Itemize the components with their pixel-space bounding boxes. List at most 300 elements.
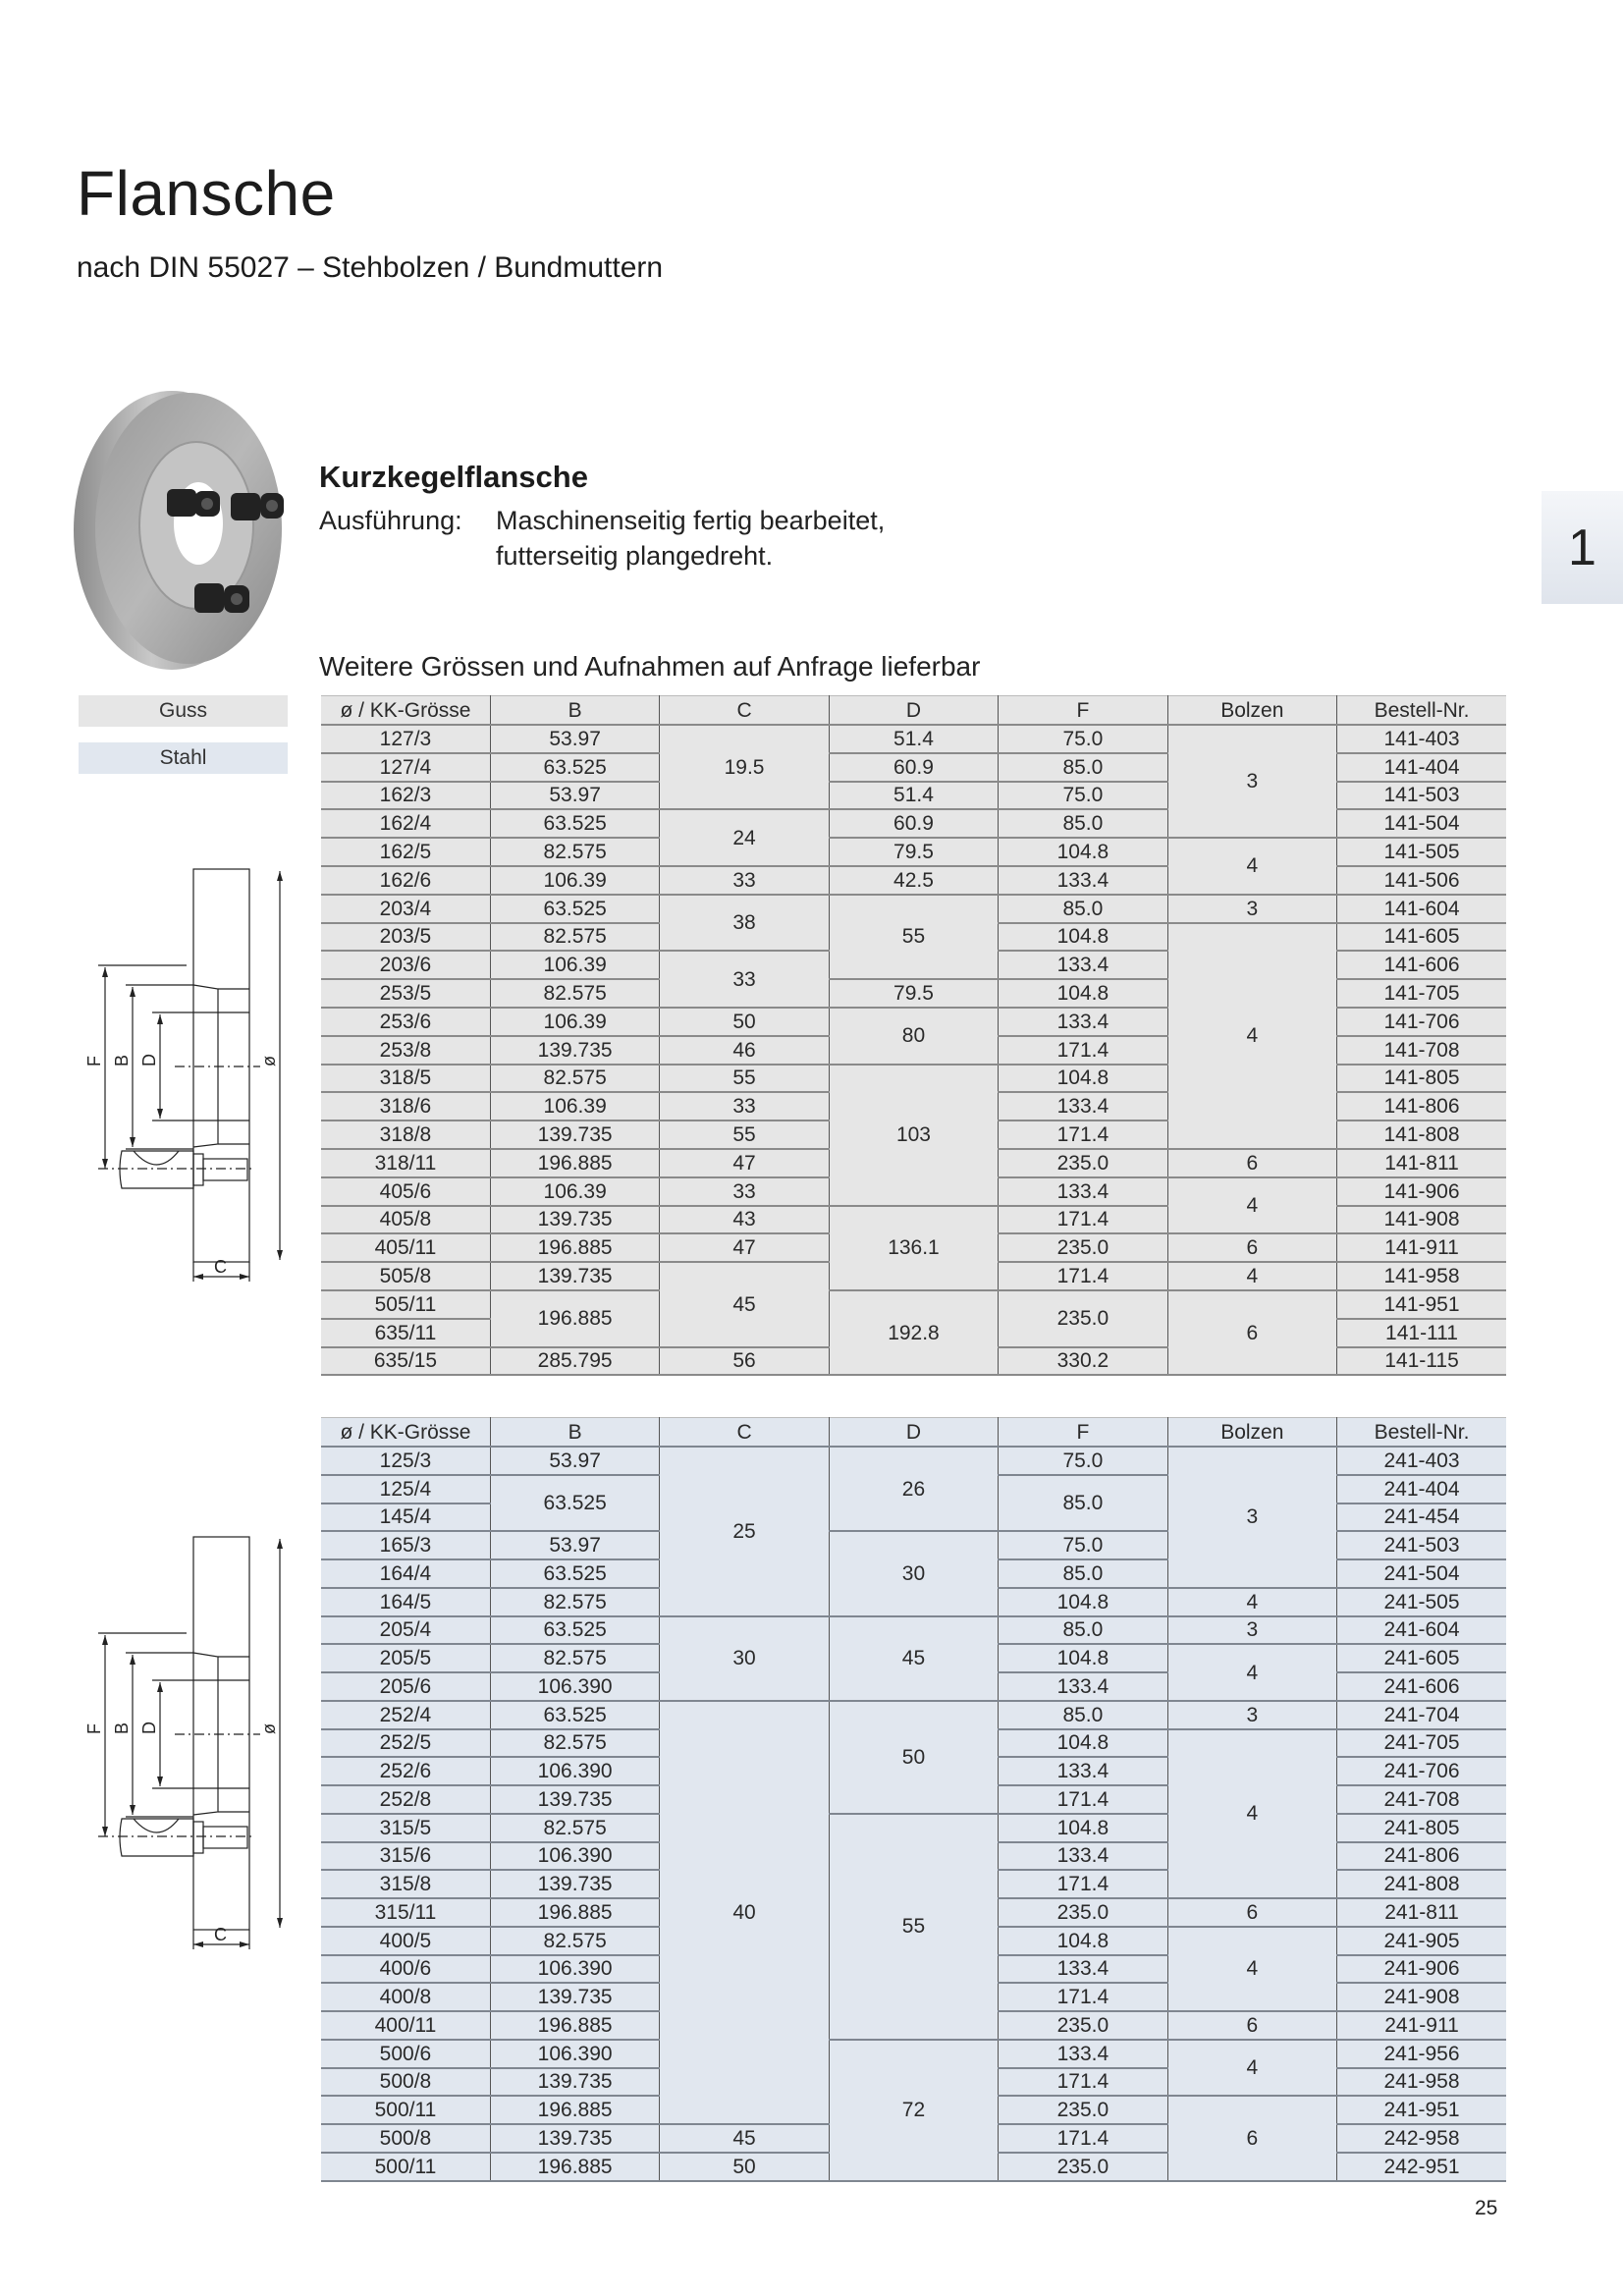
legend-guss: [79, 695, 288, 727]
cell-bestell-nr: 241-806: [1337, 1842, 1506, 1871]
cell-size: 164/4: [321, 1559, 490, 1588]
cell-bestell-nr: 141-504: [1337, 809, 1506, 838]
cell-b: 82.575: [490, 1927, 659, 1955]
cell-bolzen: 6: [1167, 1898, 1336, 1927]
column-header-bolzen: Bolzen: [1167, 696, 1336, 726]
cell-size: 205/5: [321, 1644, 490, 1672]
cell-bestell-nr: 241-704: [1337, 1701, 1506, 1729]
cell-bolzen: 6: [1167, 1233, 1336, 1262]
cell-b: 82.575: [490, 979, 659, 1008]
cell-bestell-nr: 241-454: [1337, 1503, 1506, 1532]
cell-bestell-nr: 141-604: [1337, 895, 1506, 923]
cell-b: 82.575: [490, 1065, 659, 1093]
cell-bestell-nr: 241-604: [1337, 1616, 1506, 1645]
cell-f: 85.0: [999, 1559, 1167, 1588]
cell-b: 106.390: [490, 2040, 659, 2068]
cell-bestell-nr: 241-911: [1337, 2011, 1506, 2040]
cell-c: 25: [660, 1447, 829, 1616]
cell-f: 133.4: [999, 1955, 1167, 1984]
cell-bestell-nr: 141-606: [1337, 951, 1506, 979]
cell-f: 85.0: [999, 1701, 1167, 1729]
table-row: [321, 725, 1506, 753]
cell-bestell-nr: 141-908: [1337, 1206, 1506, 1234]
table-row: [321, 1616, 1506, 1645]
cell-size: 253/8: [321, 1036, 490, 1065]
cell-d: 42.5: [829, 866, 998, 895]
cell-size: 162/5: [321, 838, 490, 866]
cell-f: 133.4: [999, 951, 1167, 979]
legend-label: Stahl: [159, 746, 207, 769]
cell-f: 133.4: [999, 1672, 1167, 1701]
cell-c: 50: [660, 1008, 829, 1036]
cell-d: 51.4: [829, 782, 998, 810]
cell-bolzen: 4: [1167, 1927, 1336, 2011]
cell-f: 171.4: [999, 2068, 1167, 2097]
cell-c: 33: [660, 951, 829, 1008]
cell-b: 106.39: [490, 1177, 659, 1206]
cell-size: 162/6: [321, 866, 490, 895]
cell-b: 106.390: [490, 1672, 659, 1701]
flange-technical-drawing-stahl: [59, 1512, 314, 1964]
cell-size: 500/8: [321, 2068, 490, 2097]
cell-f: 171.4: [999, 1262, 1167, 1290]
cell-b: 63.525: [490, 753, 659, 782]
cell-b: 139.735: [490, 1206, 659, 1234]
cell-b: 196.885: [490, 2096, 659, 2124]
cell-b: 139.735: [490, 1785, 659, 1814]
cell-size: 318/11: [321, 1149, 490, 1177]
cell-bestell-nr: 241-504: [1337, 1559, 1506, 1588]
cell-d: 79.5: [829, 838, 998, 866]
cell-c: 47: [660, 1233, 829, 1262]
cell-size: 500/11: [321, 2096, 490, 2124]
drawing-label-c: C: [214, 1925, 227, 1944]
page-number: 25: [1475, 2197, 1498, 2219]
cell-c: 33: [660, 1177, 829, 1206]
cell-b: 106.39: [490, 1092, 659, 1121]
cell-d: 30: [829, 1531, 998, 1615]
flange-product-image: [69, 383, 295, 673]
cell-bestell-nr: 141-404: [1337, 753, 1506, 782]
column-header-b: B: [490, 1418, 659, 1448]
cell-b: 106.390: [490, 1955, 659, 1984]
spec-table-stahl: [321, 1417, 1506, 2182]
cell-c: 33: [660, 1092, 829, 1121]
cell-size: 162/3: [321, 782, 490, 810]
table-row: [321, 1447, 1506, 1475]
cell-bestell-nr: 242-951: [1337, 2153, 1506, 2181]
cell-b: 139.735: [490, 2068, 659, 2097]
cell-c: 45: [660, 1262, 829, 1346]
cell-d: 45: [829, 1616, 998, 1701]
cell-size: 635/15: [321, 1347, 490, 1376]
cell-bolzen: 4: [1167, 1262, 1336, 1290]
column-header-b: B: [490, 696, 659, 726]
cell-c: 33: [660, 866, 829, 895]
cell-bolzen: 4: [1167, 1588, 1336, 1616]
cell-f: 235.0: [999, 2011, 1167, 2040]
cell-f: 235.0: [999, 1233, 1167, 1262]
drawing-label-diameter: ø: [259, 1056, 279, 1066]
column-header-f: F: [999, 696, 1167, 726]
cell-bolzen: 3: [1167, 895, 1336, 923]
cell-bestell-nr: 241-605: [1337, 1644, 1506, 1672]
flange-technical-drawing-guss: [59, 845, 314, 1296]
cell-b: 63.525: [490, 895, 659, 923]
cell-b: 196.885: [490, 1233, 659, 1262]
cell-b: 53.97: [490, 725, 659, 753]
cell-size: 500/8: [321, 2124, 490, 2153]
cell-f: 85.0: [999, 1616, 1167, 1645]
cell-d: 192.8: [829, 1290, 998, 1375]
cell-bestell-nr: 141-705: [1337, 979, 1506, 1008]
cell-size: 127/4: [321, 753, 490, 782]
column-header-f: F: [999, 1418, 1167, 1448]
cell-size: 252/4: [321, 1701, 490, 1729]
cell-b: 82.575: [490, 838, 659, 866]
cell-size: 205/6: [321, 1672, 490, 1701]
cell-bolzen: 3: [1167, 1701, 1336, 1729]
cell-bestell-nr: 241-811: [1337, 1898, 1506, 1927]
drawing-label-f: F: [84, 1723, 104, 1734]
cell-size: 315/6: [321, 1842, 490, 1871]
cell-bestell-nr: 241-905: [1337, 1927, 1506, 1955]
cell-b: 139.735: [490, 1121, 659, 1149]
cell-size: 162/4: [321, 809, 490, 838]
availability-note: Weitere Grössen und Aufnahmen auf Anfrage lieferbar: [319, 651, 981, 682]
cell-bestell-nr: 241-503: [1337, 1531, 1506, 1559]
cell-bestell-nr: 141-503: [1337, 782, 1506, 810]
cell-c: 46: [660, 1036, 829, 1065]
cell-bestell-nr: 141-605: [1337, 923, 1506, 952]
cell-d: 55: [829, 1814, 998, 2040]
cell-bestell-nr: 241-708: [1337, 1785, 1506, 1814]
cell-d: 51.4: [829, 725, 998, 753]
cell-c: 45: [660, 2124, 829, 2153]
cell-c: 24: [660, 809, 829, 866]
cell-bolzen: 4: [1167, 1644, 1336, 1701]
cell-bestell-nr: 241-805: [1337, 1814, 1506, 1842]
cell-f: 104.8: [999, 979, 1167, 1008]
column-header-d: D: [829, 696, 998, 726]
cell-size: 125/3: [321, 1447, 490, 1475]
cell-f: 104.8: [999, 1644, 1167, 1672]
description-line: Maschinenseitig fertig bearbeitet,: [496, 506, 886, 535]
cell-f: 171.4: [999, 1121, 1167, 1149]
cell-b: 285.795: [490, 1347, 659, 1376]
drawing-label-diameter: ø: [259, 1723, 279, 1734]
cell-bestell-nr: 241-505: [1337, 1588, 1506, 1616]
cell-f: 85.0: [999, 1475, 1167, 1532]
cell-b: 82.575: [490, 923, 659, 952]
page-title: Flansche: [77, 158, 336, 229]
cell-bolzen: 6: [1167, 2096, 1336, 2180]
cell-size: 400/6: [321, 1955, 490, 1984]
cell-d: 60.9: [829, 809, 998, 838]
section-title: Kurzkegelflansche: [319, 460, 588, 494]
cell-bolzen: 6: [1167, 1290, 1336, 1375]
cell-size: 125/4: [321, 1475, 490, 1503]
drawing-label-f: F: [84, 1056, 104, 1066]
cell-b: 139.735: [490, 2124, 659, 2153]
cell-b: 63.525: [490, 1559, 659, 1588]
cell-bolzen: 4: [1167, 2040, 1336, 2097]
cell-b: 82.575: [490, 1644, 659, 1672]
cell-size: 252/5: [321, 1729, 490, 1758]
cell-b: 63.525: [490, 809, 659, 838]
cell-bestell-nr: 242-958: [1337, 2124, 1506, 2153]
cell-f: 104.8: [999, 923, 1167, 952]
cell-size: 165/3: [321, 1531, 490, 1559]
cell-b: 53.97: [490, 1447, 659, 1475]
cell-f: 133.4: [999, 1008, 1167, 1036]
cell-f: 104.8: [999, 1588, 1167, 1616]
cell-bolzen: 3: [1167, 1447, 1336, 1588]
cell-bestell-nr: 141-906: [1337, 1177, 1506, 1206]
description-label: Ausführung:: [319, 506, 462, 535]
cell-size: 315/11: [321, 1898, 490, 1927]
cell-size: 252/6: [321, 1757, 490, 1785]
cell-bolzen: 4: [1167, 1177, 1336, 1234]
cell-size: 127/3: [321, 725, 490, 753]
cell-f: 133.4: [999, 1177, 1167, 1206]
cell-bestell-nr: 241-404: [1337, 1475, 1506, 1503]
cell-size: 318/6: [321, 1092, 490, 1121]
cell-c: 55: [660, 1065, 829, 1093]
table-row: [321, 1701, 1506, 1729]
cell-f: 171.4: [999, 1036, 1167, 1065]
cell-f: 133.4: [999, 1092, 1167, 1121]
column-header-c: C: [660, 1418, 829, 1448]
legend-stahl: [79, 742, 288, 774]
cell-size: 205/4: [321, 1616, 490, 1645]
cell-f: 235.0: [999, 2153, 1167, 2181]
cell-b: 106.39: [490, 951, 659, 979]
cell-d: 103: [829, 1065, 998, 1206]
cell-d: 72: [829, 2040, 998, 2181]
cell-size: 635/11: [321, 1319, 490, 1347]
cell-bestell-nr: 141-958: [1337, 1262, 1506, 1290]
cell-bestell-nr: 241-808: [1337, 1870, 1506, 1898]
cell-bestell-nr: 141-115: [1337, 1347, 1506, 1376]
cell-b: 82.575: [490, 1729, 659, 1758]
table-header-row: [321, 1418, 1506, 1448]
drawing-label-c: C: [214, 1257, 227, 1277]
cell-bestell-nr: 141-811: [1337, 1149, 1506, 1177]
cell-f: 133.4: [999, 1757, 1167, 1785]
cell-bestell-nr: 141-706: [1337, 1008, 1506, 1036]
cell-c: 30: [660, 1616, 829, 1701]
cell-bestell-nr: 241-705: [1337, 1729, 1506, 1758]
cell-b: 82.575: [490, 1814, 659, 1842]
table-row: [321, 838, 1506, 866]
cell-size: 405/8: [321, 1206, 490, 1234]
column-header-size: ø / KK-Grösse: [321, 696, 490, 726]
cell-bestell-nr: 141-911: [1337, 1233, 1506, 1262]
cell-d: 50: [829, 1701, 998, 1814]
cell-bolzen: 3: [1167, 1616, 1336, 1645]
drawing-label-d: D: [139, 1054, 159, 1066]
cell-d: 55: [829, 895, 998, 979]
cell-bestell-nr: 141-403: [1337, 725, 1506, 753]
cell-size: 164/5: [321, 1588, 490, 1616]
cell-bestell-nr: 141-505: [1337, 838, 1506, 866]
cell-d: 79.5: [829, 979, 998, 1008]
cell-size: 315/8: [321, 1870, 490, 1898]
cell-size: 405/6: [321, 1177, 490, 1206]
column-header-d: D: [829, 1418, 998, 1448]
cell-size: 405/11: [321, 1233, 490, 1262]
cell-size: 318/8: [321, 1121, 490, 1149]
column-header-bestell-nr: Bestell-Nr.: [1337, 696, 1506, 726]
cell-d: 60.9: [829, 753, 998, 782]
cell-b: 196.885: [490, 2011, 659, 2040]
cell-f: 171.4: [999, 2124, 1167, 2153]
cell-bestell-nr: 141-806: [1337, 1092, 1506, 1121]
cell-f: 104.8: [999, 838, 1167, 866]
cell-bestell-nr: 141-951: [1337, 1290, 1506, 1319]
column-header-bolzen: Bolzen: [1167, 1418, 1336, 1448]
column-header-size: ø / KK-Grösse: [321, 1418, 490, 1448]
cell-f: 235.0: [999, 1898, 1167, 1927]
cell-size: 505/8: [321, 1262, 490, 1290]
spec-table-guss: [321, 695, 1506, 1376]
cell-b: 139.735: [490, 1870, 659, 1898]
table-row: [321, 2040, 1506, 2068]
cell-size: 318/5: [321, 1065, 490, 1093]
cell-size: 203/4: [321, 895, 490, 923]
cell-bestell-nr: 241-706: [1337, 1757, 1506, 1785]
cell-size: 500/6: [321, 2040, 490, 2068]
chapter-tab-label: 1: [1568, 519, 1596, 576]
drawing-label-b: B: [112, 1722, 132, 1734]
cell-d: 80: [829, 1008, 998, 1065]
cell-size: 145/4: [321, 1503, 490, 1532]
cell-f: 75.0: [999, 1531, 1167, 1559]
cell-f: 171.4: [999, 1983, 1167, 2011]
cell-b: 139.735: [490, 1262, 659, 1290]
description-line: futterseitig plangedreht.: [496, 541, 774, 571]
cell-f: 85.0: [999, 895, 1167, 923]
cell-bestell-nr: 141-805: [1337, 1065, 1506, 1093]
drawing-label-d: D: [139, 1722, 159, 1734]
cell-c: 50: [660, 2153, 829, 2181]
cell-size: 315/5: [321, 1814, 490, 1842]
cell-bestell-nr: 141-708: [1337, 1036, 1506, 1065]
column-header-c: C: [660, 696, 829, 726]
cell-f: 75.0: [999, 782, 1167, 810]
cell-bestell-nr: 241-908: [1337, 1983, 1506, 2011]
cell-c: 40: [660, 1701, 829, 2124]
cell-f: 235.0: [999, 2096, 1167, 2124]
cell-f: 171.4: [999, 1870, 1167, 1898]
page-subtitle: nach DIN 55027 – Stehbolzen / Bundmuttern: [77, 251, 664, 284]
cell-b: 82.575: [490, 1588, 659, 1616]
cell-f: 330.2: [999, 1347, 1167, 1376]
cell-size: 500/11: [321, 2153, 490, 2181]
cell-b: 196.885: [490, 1290, 659, 1347]
cell-c: 56: [660, 1347, 829, 1376]
cell-f: 133.4: [999, 1842, 1167, 1871]
cell-b: 63.525: [490, 1616, 659, 1645]
cell-size: 400/5: [321, 1927, 490, 1955]
cell-c: 38: [660, 895, 829, 952]
cell-f: 75.0: [999, 725, 1167, 753]
cell-f: 171.4: [999, 1785, 1167, 1814]
legend-label: Guss: [158, 699, 207, 722]
drawing-label-b: B: [112, 1054, 132, 1066]
cell-d: 26: [829, 1447, 998, 1531]
cell-size: 400/8: [321, 1983, 490, 2011]
cell-bolzen: 4: [1167, 923, 1336, 1149]
cell-size: 203/6: [321, 951, 490, 979]
cell-b: 53.97: [490, 782, 659, 810]
column-header-bestell-nr: Bestell-Nr.: [1337, 1418, 1506, 1448]
table-header-row: [321, 696, 1506, 726]
cell-bolzen: 4: [1167, 1729, 1336, 1899]
cell-f: 133.4: [999, 866, 1167, 895]
cell-size: 253/5: [321, 979, 490, 1008]
cell-b: 63.525: [490, 1475, 659, 1532]
cell-bolzen: 6: [1167, 2011, 1336, 2040]
cell-d: 136.1: [829, 1206, 998, 1290]
cell-b: 106.39: [490, 1008, 659, 1036]
cell-b: 63.525: [490, 1701, 659, 1729]
cell-b: 106.390: [490, 1842, 659, 1871]
cell-f: 133.4: [999, 2040, 1167, 2068]
cell-bolzen: 4: [1167, 838, 1336, 895]
cell-bestell-nr: 241-951: [1337, 2096, 1506, 2124]
cell-bestell-nr: 241-906: [1337, 1955, 1506, 1984]
cell-size: 400/11: [321, 2011, 490, 2040]
cell-size: 505/11: [321, 1290, 490, 1319]
cell-f: 104.8: [999, 1065, 1167, 1093]
cell-f: 235.0: [999, 1290, 1167, 1347]
cell-f: 75.0: [999, 1447, 1167, 1475]
cell-bestell-nr: 141-506: [1337, 866, 1506, 895]
cell-f: 104.8: [999, 1729, 1167, 1758]
cell-size: 253/6: [321, 1008, 490, 1036]
cell-b: 106.390: [490, 1757, 659, 1785]
cell-f: 235.0: [999, 1149, 1167, 1177]
cell-bolzen: 3: [1167, 725, 1336, 838]
cell-bestell-nr: 241-958: [1337, 2068, 1506, 2097]
cell-b: 196.885: [490, 1149, 659, 1177]
cell-c: 55: [660, 1121, 829, 1149]
cell-b: 139.735: [490, 1036, 659, 1065]
cell-b: 139.735: [490, 1983, 659, 2011]
cell-bestell-nr: 241-956: [1337, 2040, 1506, 2068]
cell-b: 106.39: [490, 866, 659, 895]
table-row: [321, 1290, 1506, 1319]
table-row: [321, 895, 1506, 923]
cell-f: 104.8: [999, 1927, 1167, 1955]
cell-bestell-nr: 241-403: [1337, 1447, 1506, 1475]
cell-bestell-nr: 141-808: [1337, 1121, 1506, 1149]
cell-size: 252/8: [321, 1785, 490, 1814]
cell-c: 19.5: [660, 725, 829, 809]
cell-f: 171.4: [999, 1206, 1167, 1234]
cell-c: 47: [660, 1149, 829, 1177]
cell-f: 104.8: [999, 1814, 1167, 1842]
cell-bestell-nr: 141-111: [1337, 1319, 1506, 1347]
cell-f: 85.0: [999, 809, 1167, 838]
cell-c: 43: [660, 1206, 829, 1234]
cell-b: 196.885: [490, 2153, 659, 2181]
cell-f: 85.0: [999, 753, 1167, 782]
chapter-tab[interactable]: [1542, 491, 1623, 604]
cell-size: 203/5: [321, 923, 490, 952]
